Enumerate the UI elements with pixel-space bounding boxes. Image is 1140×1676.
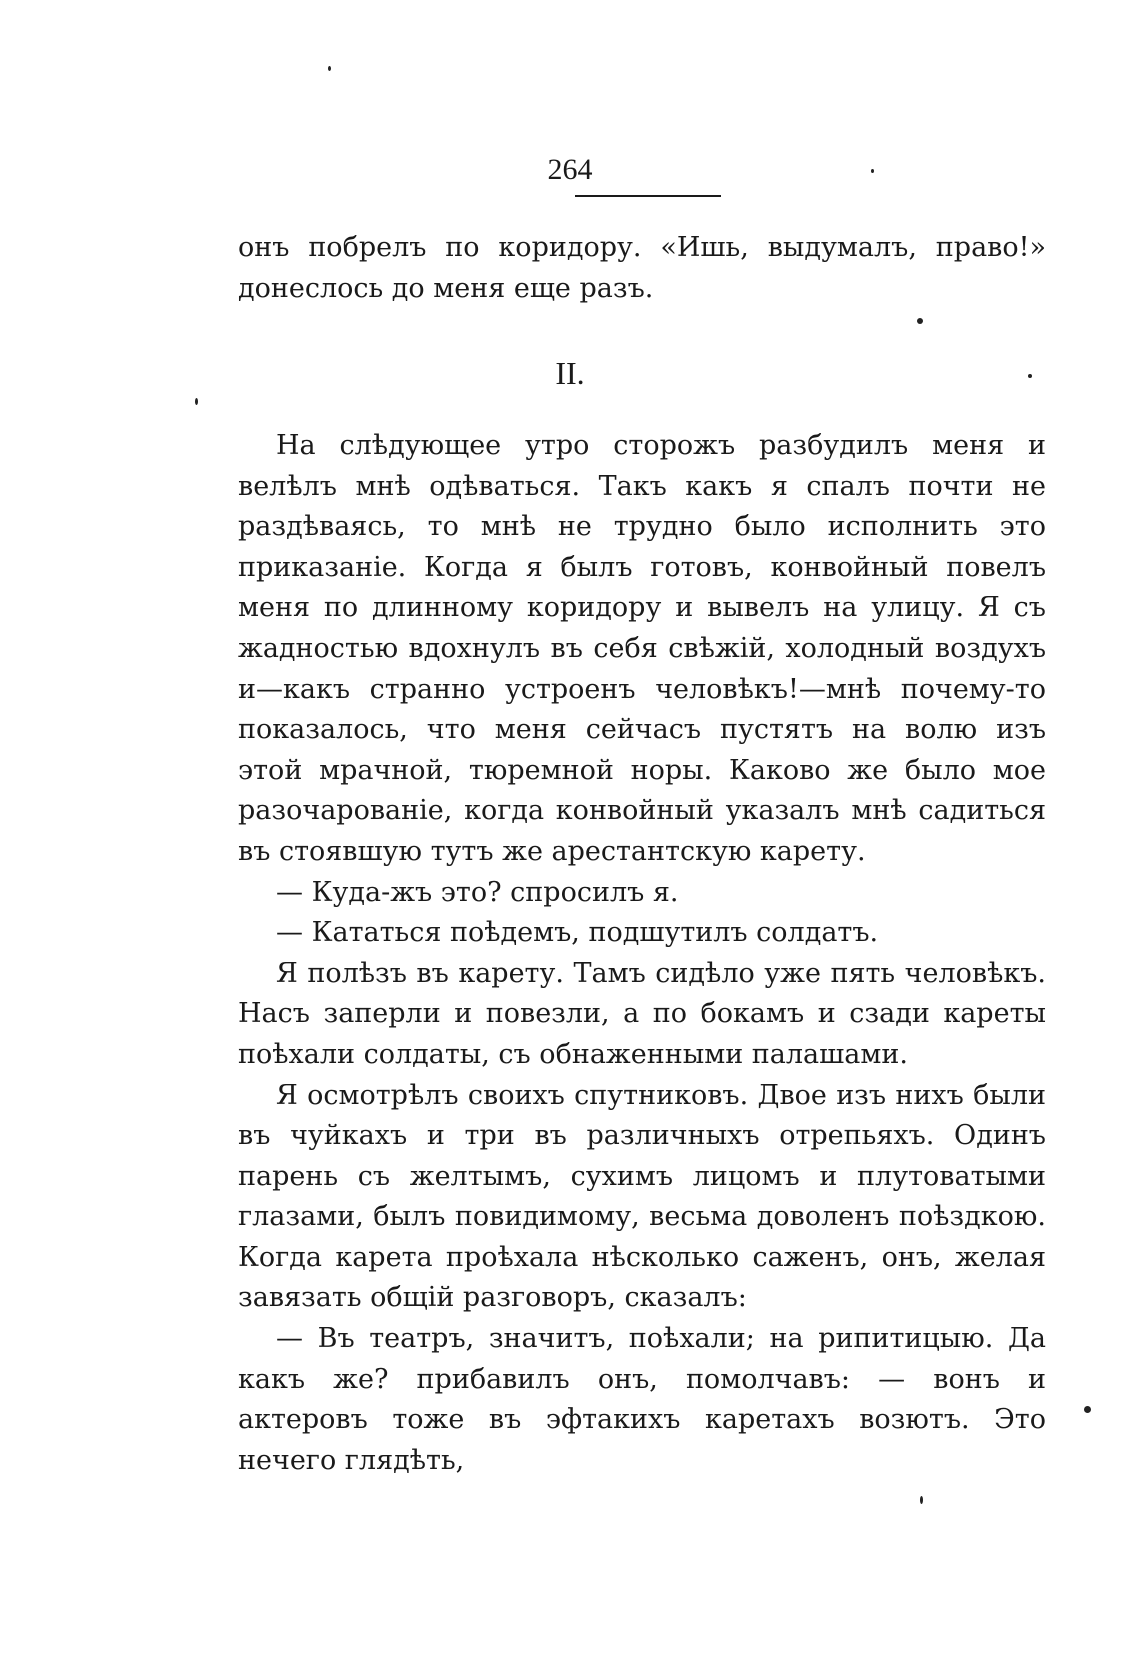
paragraph: Я осмотрѣлъ своихъ спутниковъ. Двое изъ нихъ были въ чуйкахъ и три въ различныхъ отрепьяхъ. Одинъ парень съ желтымъ, сухимъ лицомъ и плутоватыми глазами, былъ повидимому, весьма доволенъ поѣздкою. Когда карета проѣхала нѣсколько саженъ, онъ, желая завязать общій разговоръ, сказалъ: (238, 1079, 1046, 1314)
scan-speck (920, 1496, 923, 1504)
scan-speck (871, 169, 874, 173)
scan-speck (1084, 1406, 1091, 1413)
scan-speck (195, 398, 198, 405)
paragraph: — Куда-жъ это? спросилъ я. (276, 876, 679, 908)
tail-paragraph: онъ побрелъ по коридору. «Ишь, выдумалъ, право!» донеслось до меня еще разъ. (238, 232, 1046, 304)
scan-speck (917, 318, 923, 324)
chapter-body (238, 426, 1046, 1481)
paragraph: Я полѣзъ въ карету. Тамъ сидѣло уже пять человѣкъ. Насъ заперли и повезли, а по бокамъ и сзади кареты поѣхали солдаты, съ обнаженными палашами. (238, 957, 1046, 1070)
page-number: 264 (547, 153, 593, 186)
scan-speck (1028, 374, 1032, 378)
continued-text (238, 228, 1046, 309)
page-number-rule (575, 195, 721, 197)
paragraph: — Въ театръ, значитъ, поѣхали; на рипитицыю. Да какъ же? прибавилъ онъ, помолчавъ: — вонъ и актеровъ тоже въ эфтакихъ каретахъ возютъ. Это нечего глядѣть, (238, 1323, 1046, 1476)
chapter-heading: II. (555, 355, 585, 391)
scan-speck (328, 66, 331, 71)
paragraph: — Кататься поѣдемъ, подшутилъ солдатъ. (276, 917, 879, 949)
paragraph: На слѣдующее утро сторожъ разбудилъ меня и велѣлъ мнѣ одѣваться. Такъ какъ я спалъ почти не раздѣваясь, то мнѣ не трудно было исполнить это приказаніе. Когда я былъ готовъ, конвойный повелъ меня по длинному коридору и вывелъ на улицу. Я съ жадностью вдохнулъ въ себя свѣжій, холодный воздухъ и—какъ странно устроенъ человѣкъ!—мнѣ почему-то показалось, что меня сейчасъ пустятъ на волю изъ этой мрачной, тюремной норы. Каково же было мое разочарованіе, когда конвойный указалъ мнѣ садиться въ стоявшую тутъ же арестантскую карету. (238, 430, 1046, 867)
